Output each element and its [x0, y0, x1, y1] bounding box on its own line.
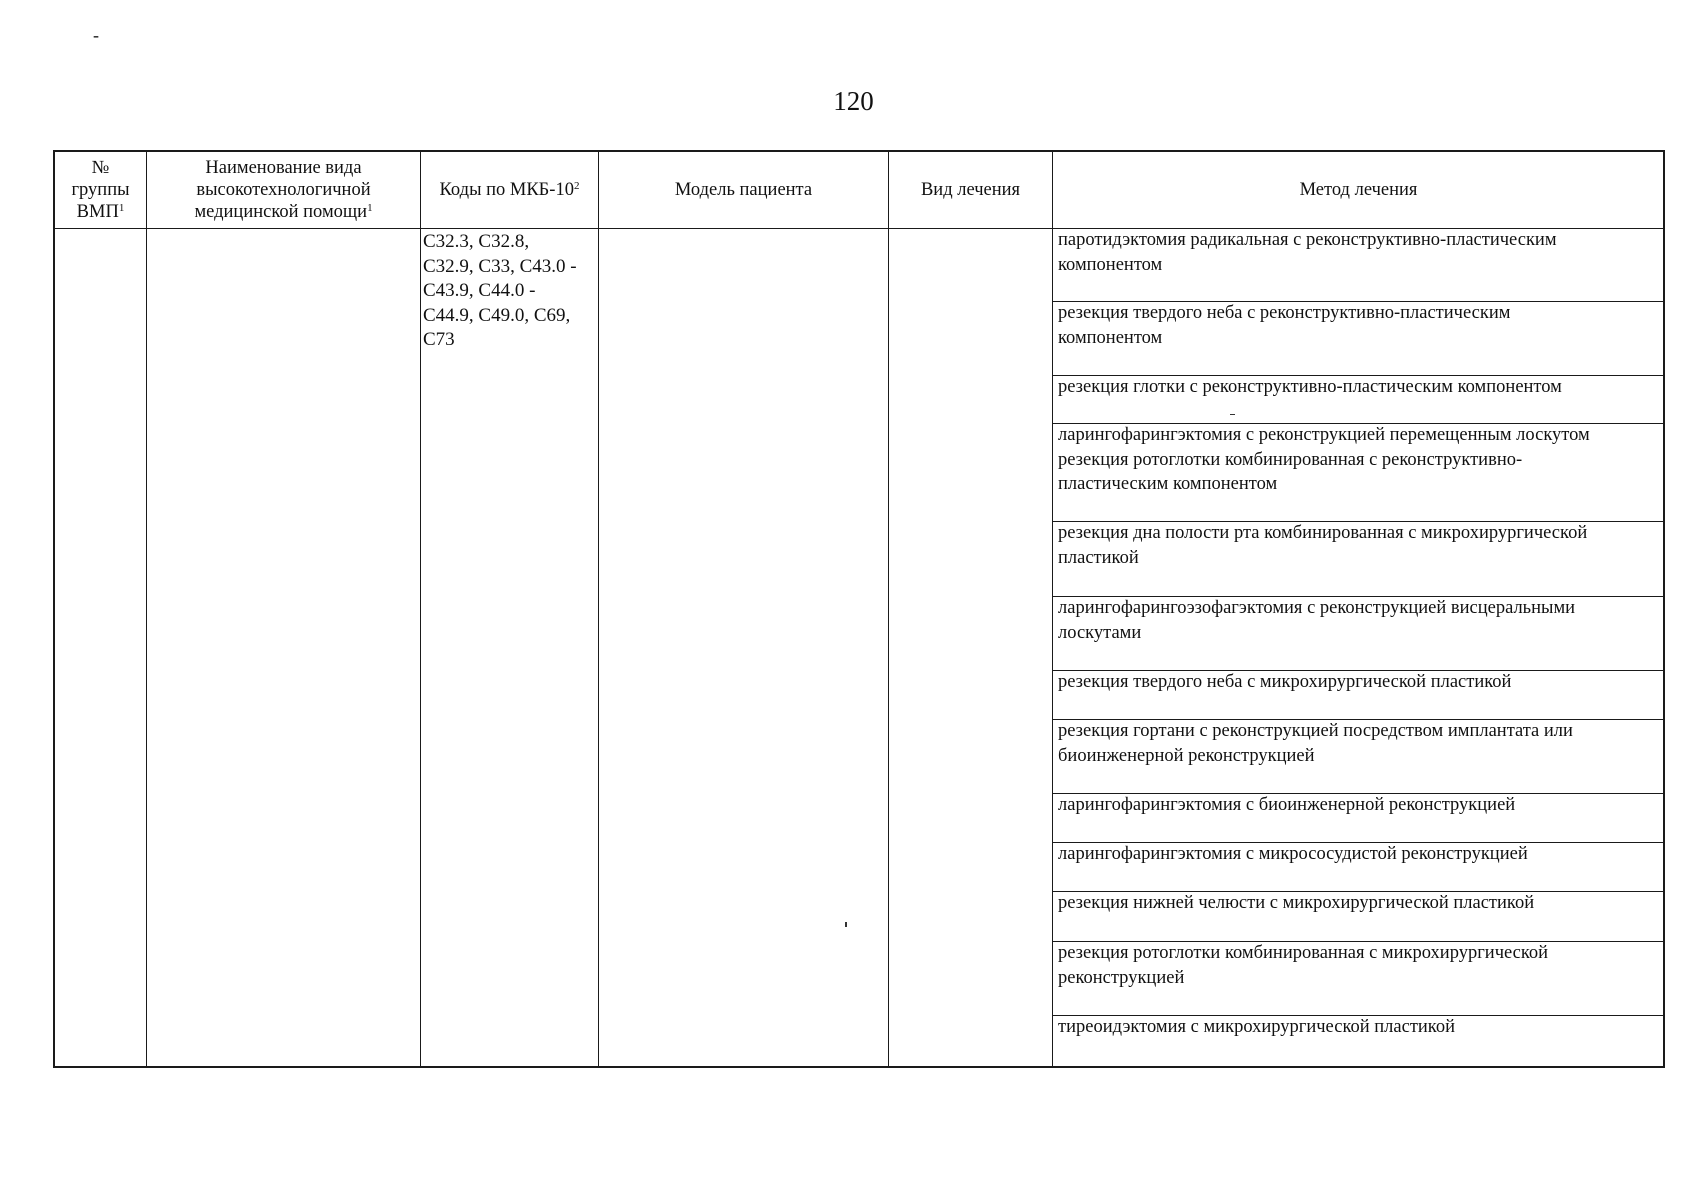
treatment-method-item — [1053, 941, 1664, 990]
treatment-method-line: резекция нижней челюсти с микрохирургической пластикой — [1058, 893, 1535, 913]
header-treatment-type: Вид лечения — [920, 180, 1021, 200]
row-divider — [1053, 375, 1664, 376]
row-divider — [1053, 793, 1664, 794]
treatment-method-line: лоскутами — [1058, 622, 1142, 643]
treatment-method-line: компонентом — [1058, 327, 1163, 348]
treatment-method-item — [1053, 670, 1664, 695]
column-divider-3 — [598, 150, 599, 1068]
column-divider-4 — [888, 150, 889, 1068]
icd-codes-line: С73 — [423, 329, 455, 350]
page-number: 120 — [833, 86, 874, 116]
column-divider-2 — [420, 150, 421, 1068]
row-divider — [1053, 521, 1664, 522]
row-divider — [1053, 941, 1664, 942]
footnote-marker: 2 — [573, 180, 580, 192]
treatment-method-line: резекция глотки с реконструктивно-пластическим компонентом — [1058, 377, 1562, 397]
scan-speck — [845, 922, 847, 927]
header-icd-codes: Коды по МКБ-$10^2$ — [439, 180, 580, 200]
row-divider — [1053, 719, 1664, 720]
treatment-method-line: резекция гортани с реконструкцией посредством имплантата или — [1058, 721, 1573, 741]
row-divider — [1053, 1015, 1664, 1016]
header-care-type-name — [147, 152, 420, 228]
row-divider — [1053, 842, 1664, 843]
icd-codes-line: С32.9, С33, С43.0 - — [423, 255, 577, 277]
icd-codes-cell — [423, 230, 595, 353]
icd-codes-line: С43.9, С44.0 - — [423, 280, 536, 301]
treatment-method-line: пластикой — [1058, 547, 1139, 568]
header-care-type-name-line-1: Наименование вида — [205, 158, 362, 178]
header-group-no-line-1: № — [91, 158, 110, 178]
treatment-method-item — [1053, 719, 1664, 768]
page-corner-mark: - — [93, 25, 99, 45]
scan-speck — [1230, 414, 1235, 415]
treatment-method-line: резекция дна полости рта комбинированная с микрохирургической — [1058, 523, 1588, 543]
treatment-method-item — [1053, 793, 1664, 818]
footnote-marker: 1 — [118, 202, 125, 214]
treatment-method-line: ларингофарингоэзофагэктомия с реконструкцией висцеральными — [1058, 598, 1576, 618]
treatment-method-line: ларингофарингэктомия с биоинженерной реконструкцией — [1058, 795, 1516, 815]
treatment-method-item — [1053, 1015, 1664, 1040]
row-divider — [1053, 596, 1664, 597]
treatment-methods-column — [1053, 228, 1664, 1066]
header-group-no-line-2: группы — [71, 180, 130, 200]
header-treatment-method: Метод лечения — [1299, 180, 1418, 200]
row-divider — [1053, 670, 1664, 671]
footnote-marker: 1 — [367, 202, 373, 214]
treatment-method-line: реконструкцией — [1058, 967, 1185, 988]
treatment-method-line: биоинженерной реконструкцией — [1058, 745, 1315, 766]
treatment-method-line: резекция ротоглотки комбинированная с реконструктивно- — [1058, 449, 1523, 470]
treatment-method-item — [1053, 521, 1664, 570]
treatment-method-item — [1053, 596, 1664, 645]
treatment-method-item — [1053, 423, 1664, 497]
row-divider — [1053, 301, 1664, 302]
treatment-method-line: ларингофарингэктомия с микрососудистой реконструкцией — [1058, 844, 1528, 864]
row-divider — [1053, 891, 1664, 892]
treatment-method-item — [1053, 228, 1664, 277]
column-divider-1 — [146, 150, 147, 1068]
treatment-method-line: тиреоидэктомия с микрохирургической пластикой — [1058, 1017, 1456, 1037]
treatment-method-item — [1053, 375, 1664, 400]
header-group-no — [55, 152, 146, 228]
treatment-method-line: ларингофарингэктомия с реконструкцией перемещенным лоскутом — [1058, 425, 1590, 445]
treatment-method-item — [1053, 842, 1664, 867]
header-group-no-line-3: ВМП$^1$ — [76, 202, 125, 222]
treatment-method-line: резекция твердого неба с реконструктивно-пластическим — [1058, 303, 1511, 323]
treatment-method-line: пластическим компонентом — [1058, 474, 1278, 494]
treatment-method-item — [1053, 891, 1664, 916]
treatment-method-item — [1053, 301, 1664, 350]
treatment-method-line: резекция ротоглотки комбинированная с микрохирургической — [1058, 943, 1549, 963]
header-care-type-name-line-3: медицинской помощи$^1$ — [194, 202, 373, 222]
header-care-type-name-line-2: высокотехнологичной — [196, 180, 371, 200]
treatment-method-line: паротидэктомия радикальная с реконструктивно-пластическим — [1058, 230, 1557, 250]
treatment-method-line: резекция твердого неба с микрохирургической пластикой — [1058, 672, 1512, 692]
header-patient-model: Модель пациента — [674, 180, 813, 200]
icd-codes-line: С32.3, С32.8, — [423, 231, 530, 252]
treatment-method-line: компонентом — [1058, 254, 1163, 275]
row-divider — [1053, 423, 1664, 424]
icd-codes-line: С44.9, С49.0, С69, — [423, 304, 571, 326]
